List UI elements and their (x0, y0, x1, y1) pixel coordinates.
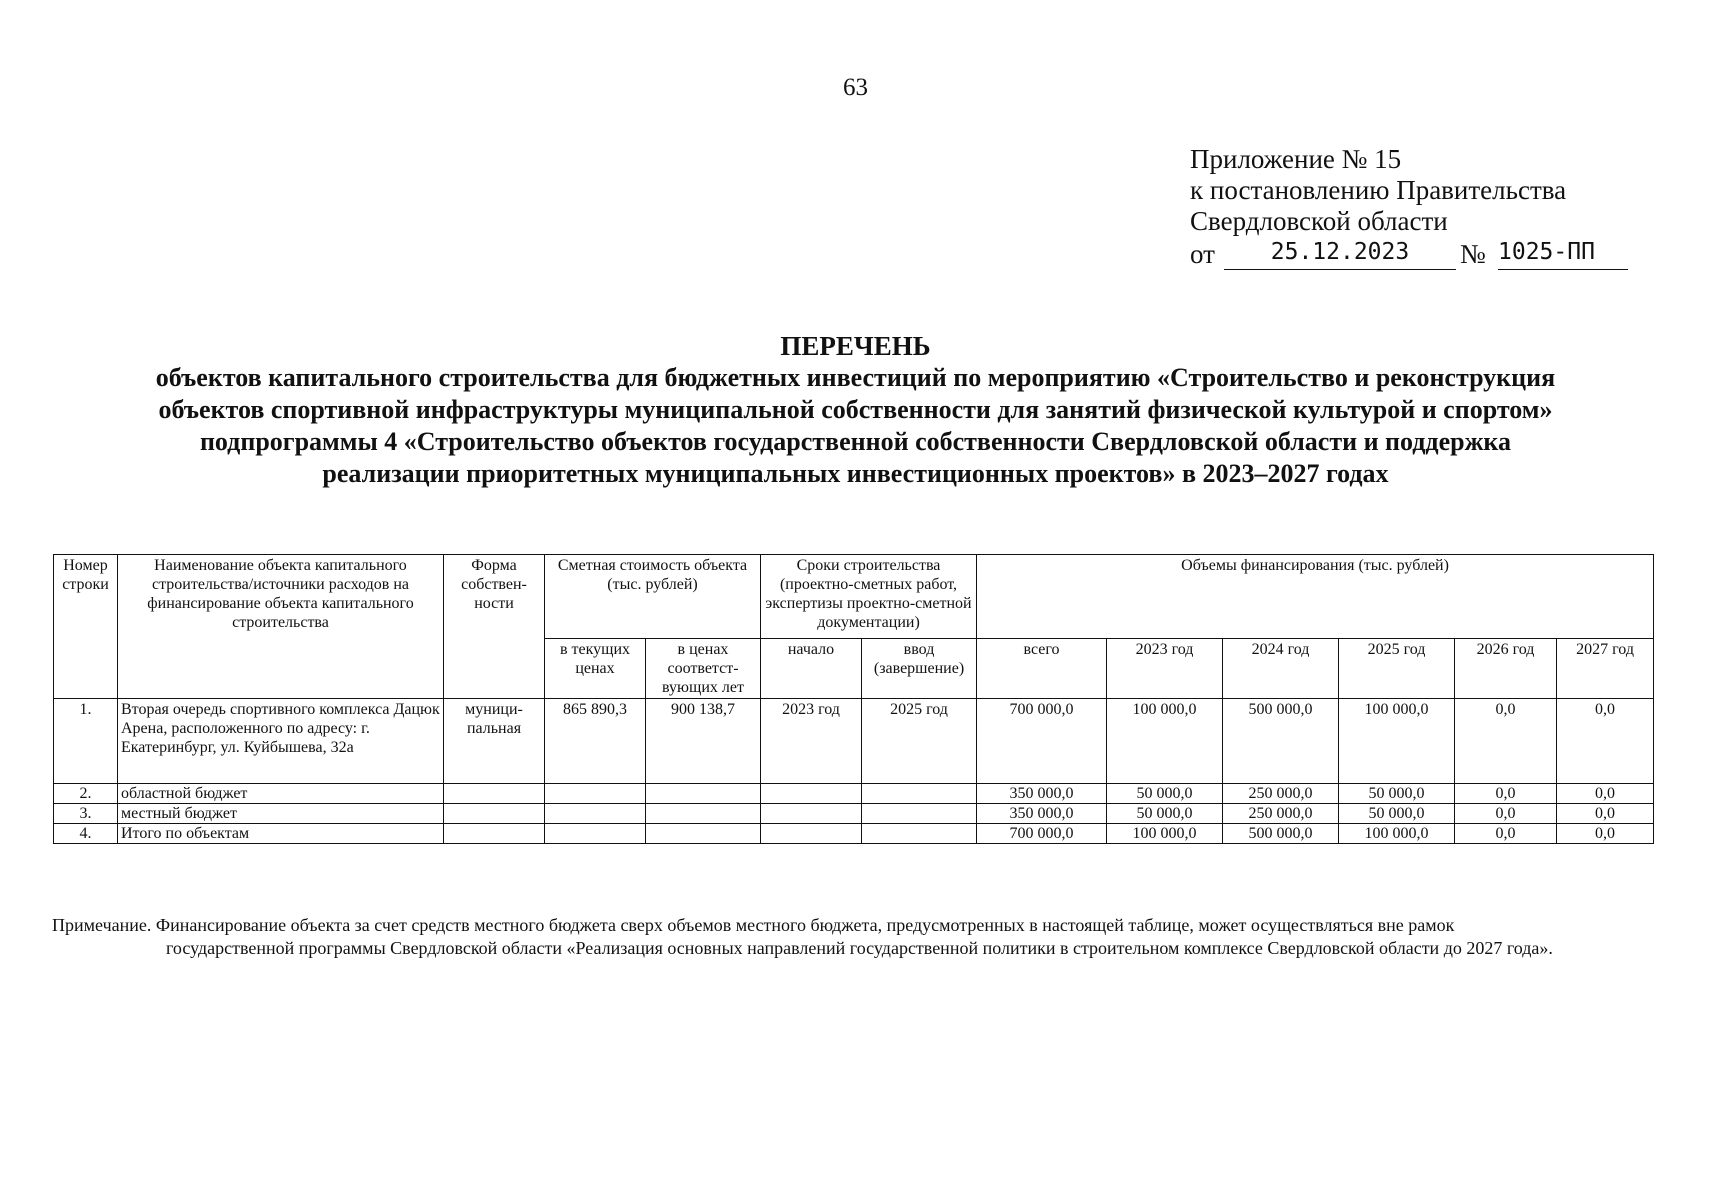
value-2025: 50 000,0 (1339, 804, 1455, 824)
ownership (444, 804, 545, 824)
object-name: областной бюджет (118, 784, 444, 804)
header-row-number: Номер строки (54, 555, 118, 699)
total: 350 000,0 (977, 784, 1107, 804)
end-year (862, 784, 977, 804)
note-first-line: Примечание. Финансирование объекта за счет средств местного бюджета сверх объемов местного бюджета, предусмотренных в настоящей таблице, может осуществляться вне рамок (52, 915, 1455, 935)
start-year (761, 784, 862, 804)
end-year (862, 804, 977, 824)
cost-years (646, 824, 761, 844)
start-year (761, 804, 862, 824)
document-title (40, 330, 1671, 490)
number-prefix: № (1460, 239, 1486, 269)
value-2025: 100 000,0 (1339, 824, 1455, 844)
value-2023: 50 000,0 (1107, 784, 1223, 804)
title-line-4: реализации приоритетных муниципальных инвестиционных проектов» в 2023–2027 годах (322, 459, 1389, 488)
ownership: муници-пальная (444, 699, 545, 784)
header-cost-current: в текущих ценах (545, 639, 646, 699)
end-year (862, 824, 977, 844)
row-number: 3. (54, 804, 118, 824)
value-2023: 100 000,0 (1107, 824, 1223, 844)
appendix-line-3: Свердловской области (1190, 206, 1448, 236)
decree-number: 1025-ПП (1498, 239, 1628, 270)
title-line-2: объектов спортивной инфраструктуры муниципальной собственности для занятий физической культурой и спортом» (158, 395, 1553, 424)
value-2026: 0,0 (1455, 804, 1557, 824)
cost-current (545, 824, 646, 844)
header-end: ввод (завершение) (862, 639, 977, 699)
table-row (54, 824, 1654, 844)
value-2025: 100 000,0 (1339, 699, 1455, 784)
object-name: местный бюджет (118, 804, 444, 824)
start-year (761, 824, 862, 844)
cost-current: 865 890,3 (545, 699, 646, 784)
value-2024: 500 000,0 (1223, 824, 1339, 844)
cost-years: 900 138,7 (646, 699, 761, 784)
total: 700 000,0 (977, 699, 1107, 784)
title-line-3: подпрограммы 4 «Строительство объектов государственной собственности Свердловской области и поддержка (199, 427, 1512, 456)
title-line-1: объектов капитального строительства для бюджетных инвестиций по мероприятию «Строительство и реконструкция (155, 363, 1556, 392)
cost-years (646, 784, 761, 804)
value-2027: 0,0 (1557, 784, 1654, 804)
value-2024: 500 000,0 (1223, 699, 1339, 784)
table-row (54, 784, 1654, 804)
header-2025: 2025 год (1339, 639, 1455, 699)
start-year: 2023 год (761, 699, 862, 784)
value-2027: 0,0 (1557, 699, 1654, 784)
header-start: начало (761, 639, 862, 699)
value-2024: 250 000,0 (1223, 784, 1339, 804)
objects-table (53, 554, 1654, 844)
header-financing-volumes: Объемы финансирования (тыс. рублей) (977, 555, 1654, 639)
appendix-line-1: Приложение № 15 (1190, 144, 1402, 174)
header-2026: 2026 год (1455, 639, 1557, 699)
value-2023: 50 000,0 (1107, 804, 1223, 824)
value-2026: 0,0 (1455, 699, 1557, 784)
total: 700 000,0 (977, 824, 1107, 844)
header-construction-terms: Сроки строительства (проектно-сметных работ, экспертизы проектно-сметной документации) (761, 555, 977, 639)
table-row (54, 804, 1654, 824)
appendix-line-2: к постановлению Правительства (1190, 175, 1567, 205)
header-object-name: Наименование объекта капитального строительства/источники расходов на финансирование объекта капитального строительства (118, 555, 444, 699)
header-2027: 2027 год (1557, 639, 1654, 699)
value-2027: 0,0 (1557, 804, 1654, 824)
object-name: Итого по объектам (118, 824, 444, 844)
header-total: всего (977, 639, 1107, 699)
header-cost-years: в ценах соответст-вующих лет (646, 639, 761, 699)
page-number: 63 (843, 74, 868, 101)
table-row (54, 699, 1654, 784)
value-2026: 0,0 (1455, 784, 1557, 804)
header-2024: 2024 год (1223, 639, 1339, 699)
ownership (444, 824, 545, 844)
note (52, 914, 1652, 960)
decree-date: 25.12.2023 (1224, 239, 1456, 270)
title-main: ПЕРЕЧЕНЬ (780, 331, 931, 361)
appendix-block (1190, 144, 1566, 237)
value-2027: 0,0 (1557, 824, 1654, 844)
total: 350 000,0 (977, 804, 1107, 824)
header-ownership: Форма собствен-ности (444, 555, 545, 699)
value-2026: 0,0 (1455, 824, 1557, 844)
row-number: 4. (54, 824, 118, 844)
cost-current (545, 784, 646, 804)
cost-current (545, 804, 646, 824)
row-number: 1. (54, 699, 118, 784)
end-year: 2025 год (862, 699, 977, 784)
cost-years (646, 804, 761, 824)
header-2023: 2023 год (1107, 639, 1223, 699)
value-2025: 50 000,0 (1339, 784, 1455, 804)
ownership (444, 784, 545, 804)
value-2023: 100 000,0 (1107, 699, 1223, 784)
date-prefix: от (1190, 239, 1215, 269)
header-estimated-cost: Сметная стоимость объекта (тыс. рублей) (545, 555, 761, 639)
note-continuation: государственной программы Свердловской области «Реализация основных направлений государственной политики в строительном комплексе Свердловской области до 2027 года». (166, 938, 1553, 958)
row-number: 2. (54, 784, 118, 804)
object-name: Вторая очередь спортивного комплекса Дацюк Арена, расположенного по адресу: г. Екатеринбург, ул. Куйбышева, 32а (118, 699, 444, 784)
value-2024: 250 000,0 (1223, 804, 1339, 824)
